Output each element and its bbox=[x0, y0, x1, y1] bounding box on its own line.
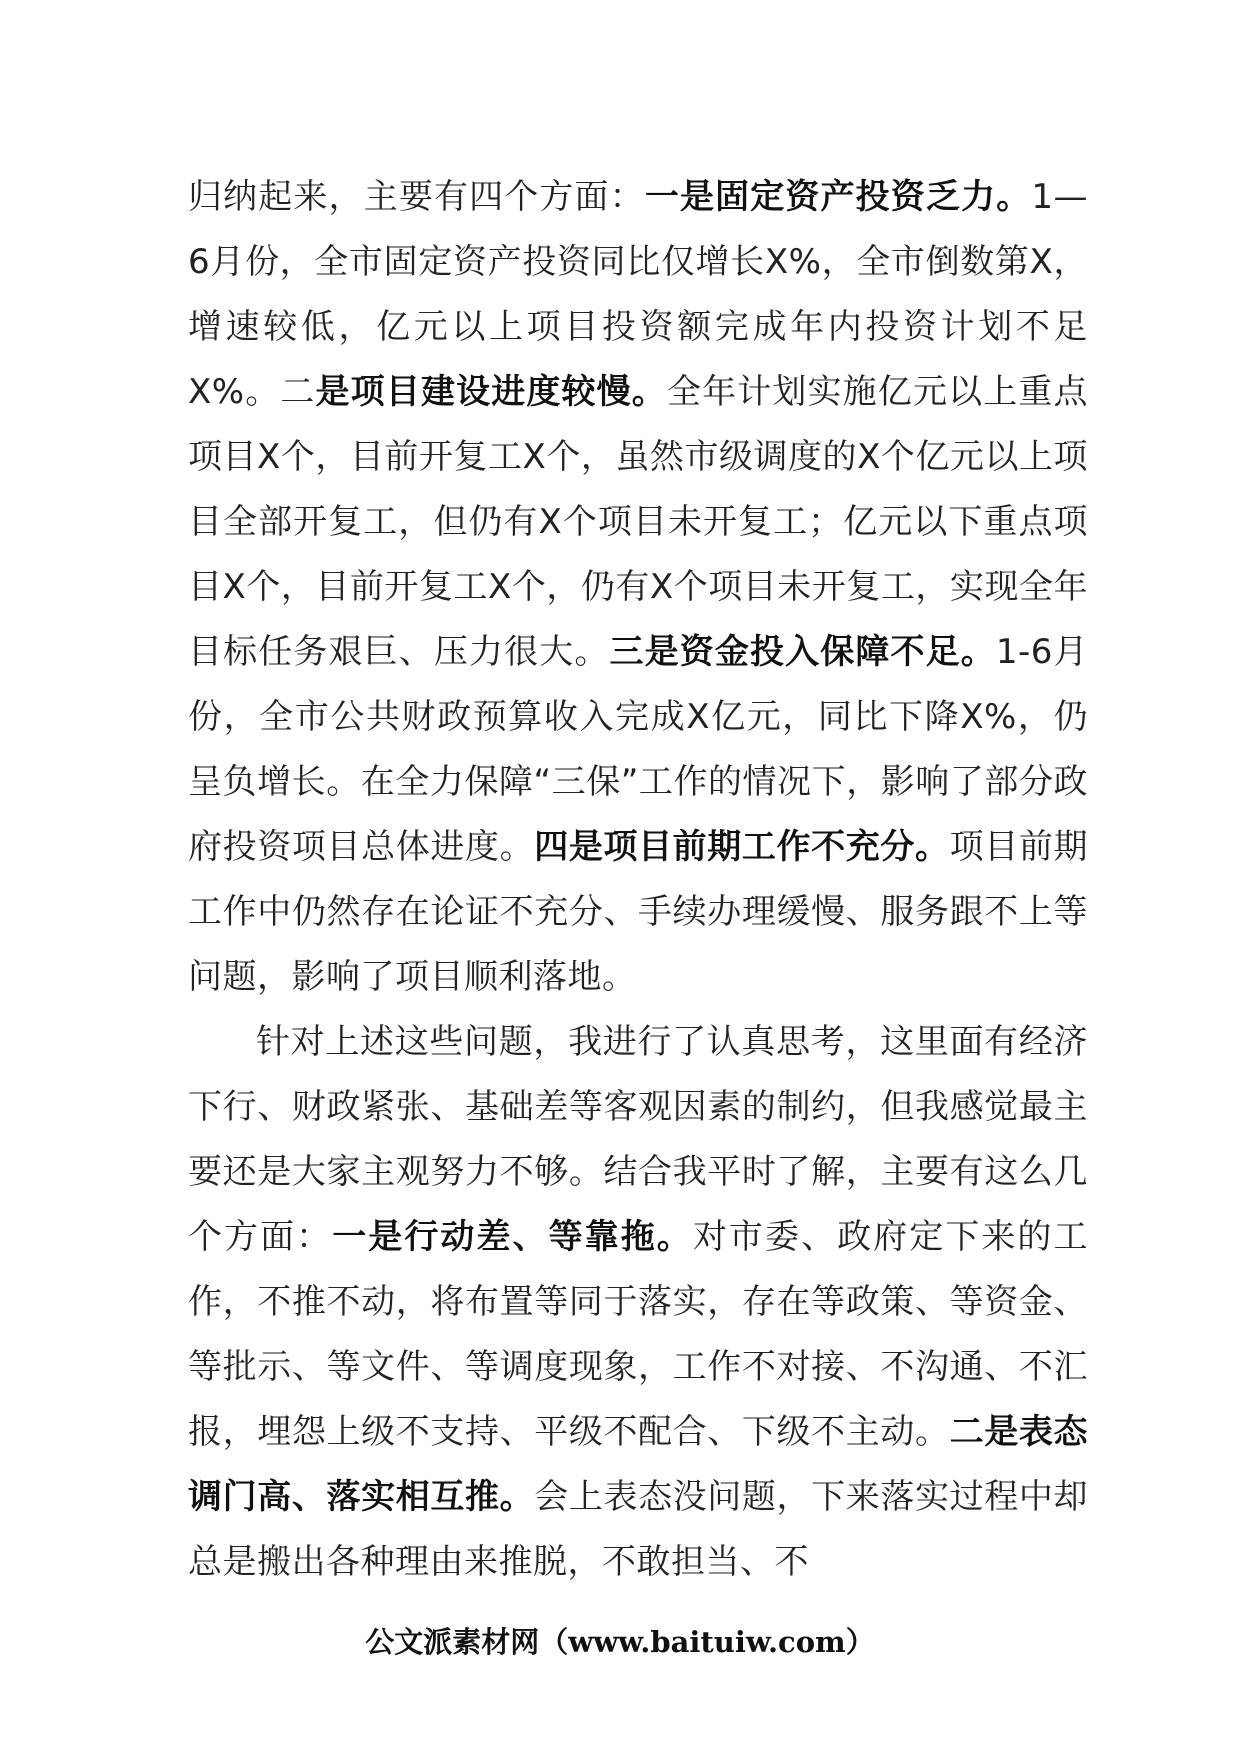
paragraph-1-run: 1-6月份，全市公共财政预算收入完成X亿元，同比下降X%，仍呈负增长。在全力保障“三保”工作的情况下，影响了部分政府投资项目总体进度。 bbox=[188, 632, 1088, 867]
paragraph-2-emphasis: 二是表态调门高、落实相互推。 bbox=[188, 1412, 1089, 1517]
paragraph-1-run: 全年计划实施亿元以上重点项目X个，目前开复工X个，虽然市级调度的X个亿元以上项目全部开复工，但仍有X个项目未开复工；亿元以下重点项目X个，目前开复工X个，仍有X个项目未开复工，实现全年目标任务艰巨、压力很大。 bbox=[188, 372, 1089, 672]
paragraph-1-run: 归纳起来，主要有四个方面： bbox=[188, 177, 645, 217]
document-body bbox=[188, 165, 1088, 1595]
paragraph-1-emphasis: 三是资金投入保障不足。 bbox=[609, 632, 996, 672]
paragraph-1-emphasis: 是项目建设进度较慢。 bbox=[315, 372, 667, 412]
paragraph-2-run: 会上表态没问题，下来落实过程中却总是搬出各种理由来推脱，不敢担当、不 bbox=[188, 1477, 1089, 1582]
paragraph-1-emphasis: 四是项目前期工作不充分。 bbox=[534, 827, 950, 867]
paragraph-1-run: 1—6月份，全市固定资产投资同比仅增长X%，全市倒数第X，增速较低，亿元以上项目投资额完成年内投资计划不足X%。二 bbox=[188, 177, 1089, 412]
footer-watermark: 公文派素材网（www.baituiw.com） bbox=[365, 1625, 875, 1659]
paragraph-2-run: 对市委、政府定下来的工作，不推不动，将布置等同于落实，存在等政策、等资金、等批示、等文件、等调度现象，工作不对接、不沟通、不汇报，埋怨上级不支持、平级不配合、下级不主动。 bbox=[188, 1217, 1088, 1452]
paragraph-1 bbox=[188, 165, 1088, 1010]
paragraph-2-run: 针对上述这些问题，我进行了认真思考，这里面有经济下行、财政紧张、基础差等客观因素的制约，但我感觉最主要还是大家主观努力不够。结合我平时了解，主要有这么几个方面： bbox=[188, 1022, 1088, 1257]
paragraph-1-run: 项目前期工作中仍然存在论证不充分、手续办理缓慢、服务跟不上等问题，影响了项目顺利落地。 bbox=[188, 827, 1089, 997]
paragraph-2 bbox=[188, 1010, 1088, 1595]
paragraph-1-emphasis: 一是固定资产投资乏力。 bbox=[644, 177, 1032, 217]
paragraph-2-emphasis: 一是行动差、等靠拖。 bbox=[332, 1217, 693, 1257]
